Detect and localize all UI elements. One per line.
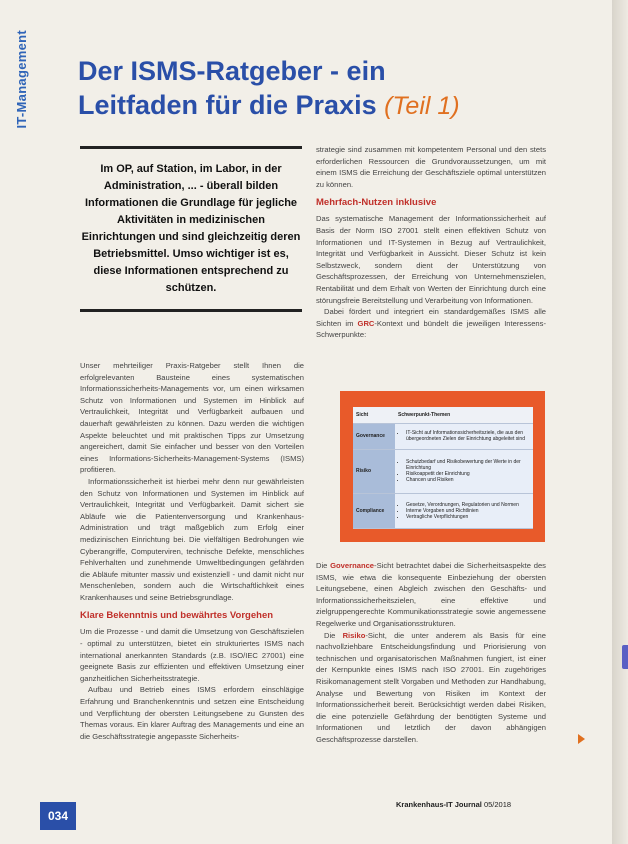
governance-term: Governance: [330, 561, 375, 570]
journal-name: Krankenhaus-IT Journal: [396, 800, 482, 809]
continue-arrow-icon: [578, 734, 585, 744]
paragraph: Das systematische Management der Informationssicherheit auf Basis der Norm ISO 27001 stellt einen effektiven Schutz von Informationen und IT-Systemen in Bezug auf Vertraulichkeit, Integrität und Verfügbarkeit in Aussicht. Dieser Schutz ist kein Selbstzweck, sondern dient der Unterstützung von Geschäftsprozessen, der Erreichung von Unternehmenszielen, Rentabilität und dem Erhalt von Werten der Einrichtung durch eine störungsfreie Bereitstellung und Verarbeitung von Informationen.: [316, 214, 546, 305]
table-header-themen: Schwerpunkt-Themen: [395, 407, 533, 423]
paragraph: [316, 630, 546, 746]
page-number: 034: [40, 802, 76, 830]
journal-issue: 05/2018: [483, 800, 512, 809]
text: -Kontext und bündelt die jeweiligen Interessens-Schwerpunkte:: [316, 318, 546, 340]
text: Dabei fördert und integriert ein standardgemäßes ISMS alle Sichten im: [316, 307, 546, 328]
grc-term: GRC: [357, 318, 375, 328]
table-row: [353, 423, 533, 449]
grc-table: [353, 407, 533, 529]
title-line-1: Der ISMS-Ratgeber - ein: [78, 56, 386, 86]
title-line-2: Leitfaden für die Praxis: [78, 90, 377, 120]
right-column-lower: [316, 560, 546, 746]
table-header-sicht: Sicht: [353, 407, 395, 423]
subheading: Klare Bekenntnis und bewährtes Vorgehen: [80, 610, 274, 622]
article-title: [78, 54, 548, 123]
bullet-item: • Schutzbedarf und Risikobewertung der Werte in der Einrichtung: [406, 459, 530, 471]
bullet-item: • Risikoappetit der Einrichtung: [406, 471, 530, 477]
text: -Sicht, die unter anderem als Basis für eine nachvollziehbare Entscheidungsfindung und Priorisierung von technischen und organisatorischen Maßnahmen fungiert, ist einer der Kernpunkte eines ISMS nach ISO 27001. Ein zugehöriges Risikomanagement stellt Vorgaben und Methoden zur Handhabung, Analyse und Bewertung von Risiken im Kontext der Informationssicherheit bereit. Berücksichtigt werden dabei Risiken, die eine potenzielle Gefährdung der benötigten Systeme und Informationen und letztlich der davon abhängigen Geschäftsprozesse darstellen.: [316, 630, 546, 744]
row-content: [395, 449, 533, 493]
row-content: [395, 493, 533, 528]
section-label: IT-Management: [14, 30, 29, 129]
table-row: [353, 493, 533, 528]
row-label: Governance: [353, 423, 395, 449]
row-label: Risiko: [353, 449, 395, 493]
paragraph: strategie sind zusammen mit kompetentem Personal und den stets erforderlichen Ressourcen die Grundvoraussetzungen, um mit einem ISMS die Erreichung der Geschäftsziele optimal unterstützen zu können.: [316, 145, 546, 189]
bullet-item: • Interne Vorgaben und Richtlinien: [406, 508, 530, 514]
title-part: (Teil 1): [384, 92, 460, 120]
text: -Sicht betrachtet dabei die Sicherheitsaspekte des ISMS, wie etwa die konsequente Einbeziehung der obersten Leitungsebene, einen Abgleich zwischen den Geschäfts- und Informationssicherheitszielen, eine effektive und zielgruppengerechte Kommunikationsstrategie sowie angemessene Regelwerke und Organisationsstrukturen.: [316, 561, 546, 628]
paragraph: Aufbau und Betrieb eines ISMS erfordern einschlägige Erfahrung und Branchenkenntnis und setzen eine Entscheidung und Verpflichtung der obersten Leitungsebene zu Gunsten des Themas voraus. Ein klarer Auftrag des Managements und eine an die Geschäftsstrategie angepasste Sicherheits-: [80, 685, 304, 741]
row-label: Compliance: [353, 493, 395, 528]
next-page-edge: [612, 0, 628, 844]
page-tab: [622, 645, 628, 669]
bullet-item: • Vertragliche Verpflichtungen: [406, 514, 530, 520]
bullet-item: • Gesetze, Verordnungen, Regulatorien und Normen: [406, 502, 530, 508]
risk-term: Risiko: [342, 630, 366, 640]
text: Die: [324, 630, 336, 640]
bullet-item: • Chancen und Risiken: [406, 477, 530, 483]
right-column: [316, 144, 546, 341]
paragraph: Um die Prozesse - und damit die Umsetzung von Geschäftszielen - optimal zu unterstützen, bietet ein strukturiertes ISMS nach international anerkannten Standards (z.B. ISO/IEC 27001) eine geeignete Basis zur effizienten und effektiven Umsetzung einer ganzheitlichen Sicherheitsstrategie.: [80, 627, 304, 683]
paragraph: Unser mehrteiliger Praxis-Ratgeber stellt Ihnen die erfolgrelevanten Bausteine eines systematischen Informationssicherheits-Managements vor, um einen wirksamen Schutz von Informationen und Systemen im Hinblick auf Vertraulichkeit, Integrität und Verfügbarkeit aufbauen und dauerhaft gewährleisten zu können. Dazu werden die wichtigen Aspekte beleuchtet und mit praktischen Tipps zur Umsetzung angereichert, damit Sie einfacher und besser von den Vorteilen eines Informations-Sicherheits-Management-Systems (ISMS) profitieren.: [80, 361, 304, 475]
bullet-item: • IT-Sicht auf Informationssicherheitsziele, die aus den übergeordneten Zielen der Einrichtung abgeleitet sind: [406, 430, 530, 442]
paragraph: Informationssicherheit ist hierbei mehr denn nur gewährleisten den Schutz von Informationen und Systemen im Hinblick auf Vertraulichkeit, Integrität und Verfügbarkeit. Damit sichert sie Abläufe wie die Patientenversorgung und Krankenhaus-Administration und trägt maßgeblich zum Erfolg einer medizinischen Einrichtung bei. Die vielfältigen Bedrohungen wie Cyberangriffe, Computerviren, technische Defekte, menschliches Fehlverhalten und zunehmende Umweltbedingungen gefährden die Abläufe mitunter massiv und existenziell - und damit nicht nur Menschenleben, sondern auch die Wirtschaftlichkeit eines Krankenhauses und seine Betriebsgrundlage.: [80, 476, 304, 602]
paragraph: [316, 560, 546, 630]
left-column: [80, 360, 304, 742]
paragraph: [316, 306, 546, 341]
subheading: Mehrfach-Nutzen inklusive: [316, 197, 437, 209]
grc-figure: [340, 391, 545, 542]
table-row: [353, 449, 533, 493]
lead-text: Im OP, auf Station, im Labor, in der Administration, ... - überall bilden Informationen die Grundlage für jegliche Aktivitäten in medizinischen Einrichtungen und sind gleichzeitig deren Betriebsmittel. Umso wichtiger ist es, diese Informationen entsprechend zu schützen.: [80, 146, 302, 312]
journal-footer: [396, 800, 511, 809]
row-content: [395, 423, 533, 449]
text: Die: [316, 561, 328, 570]
